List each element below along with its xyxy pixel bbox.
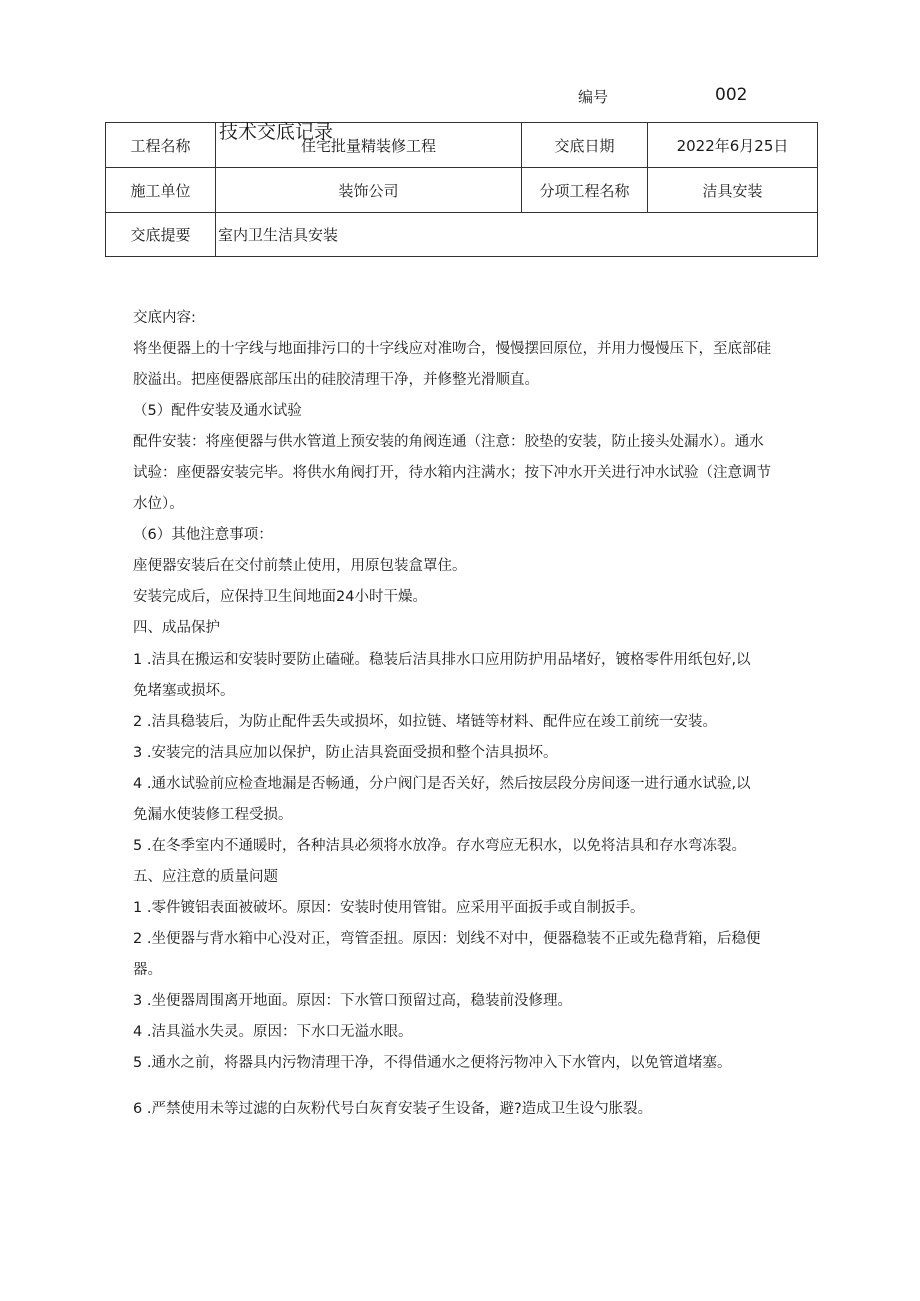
document-title: 技术交底记录 — [219, 121, 334, 143]
serial-value: 002 — [715, 85, 748, 105]
contractor-value: 装饰公司 — [216, 168, 522, 213]
date-value: 2022年6月25日 — [648, 123, 818, 168]
content-line: 3 .安装完的洁具应加以保护，防止洁具瓷面受损和整个洁具损坏。 — [133, 745, 558, 761]
section-heading: 四、成品保护 — [133, 620, 220, 636]
content-line: 2 .洁具稳装后，为防止配件丢失或损坏，如拉链、堵链等材料、配件应在竣工前统一安装。 — [133, 714, 717, 730]
content-line: 5 .通水之前，将器具内污物清理干净，不得借通水之便将污物冲入下水管内，以免管道堵塞。 — [133, 1055, 732, 1071]
section-heading: （6）其他注意事项： — [133, 527, 273, 543]
content-line: 胶溢出。把座便器底部压出的硅胶清理干净，并修整光滑顺直。 — [133, 372, 539, 388]
content-line: 免漏水使装修工程受损。 — [133, 807, 293, 823]
project-name-value: 住宅批量精装修工程 — [216, 123, 522, 168]
content-line: 1 .洁具在搬运和安装时要防止磕碰。稳装后洁具排水口应用防护用品堵好，镀格零件用纸包好,以 — [133, 652, 751, 668]
summary-label: 交底提要 — [106, 213, 216, 257]
content-line: 6 .严禁使用未等过滤的白灰粉代号白灰育安装孑生设备，避?造成卫生设勺胀裂。 — [133, 1101, 653, 1117]
section-heading: 五、应注意的质量问题 — [133, 869, 278, 885]
content-line: 1 .零件镀铝表面被破坏。原因：安装时使用管钳。应采用平面扳手或自制扳手。 — [133, 900, 645, 916]
content-line: 将坐便器上的十字线与地面排污口的十字线应对准吻合，慢慢摆回原位，并用力慢慢压下，至底部硅 — [133, 341, 771, 357]
contractor-label: 施工单位 — [106, 168, 216, 213]
project-name-label: 工程名称 — [106, 123, 216, 168]
content-line: 器。 — [133, 962, 162, 978]
content-line: 2 .坐便器与背水箱中心没对正，弯管歪扭。原因：划线不对中，便器稳装不正或先稳背箱，后稳便 — [133, 931, 761, 947]
content-line: 免堵塞或损坏。 — [133, 683, 235, 699]
content-line: 3 .坐便器周围离开地面。原因：下水管口预留过高，稳装前没修理。 — [133, 993, 572, 1009]
info-table — [105, 122, 818, 257]
content-line: 试验：座便器安装完毕。将供水角阀打开，待水箱内注满水；按下冲水开关进行冲水试验（注意调节 — [133, 465, 771, 481]
content-line: 水位）。 — [133, 496, 184, 512]
content-line: 配件安装：将座便器与供水管道上预安装的角阀连通（注意：胶垫的安装，防止接头处漏水）。通水 — [133, 434, 764, 450]
summary-value: 室内卫生洁具安装 — [216, 213, 818, 257]
serial-label: 编号 — [578, 88, 609, 106]
content-line: 5 .在冬季室内不通暖时，各种洁具必须将水放净。存水弯应无积水，以免将洁具和存水弯冻裂。 — [133, 838, 746, 854]
subitem-label: 分项工程名称 — [522, 168, 648, 213]
subitem-value: 洁具安装 — [648, 168, 818, 213]
date-label: 交底日期 — [522, 123, 648, 168]
content-line: 安装完成后，应保持卫生间地面24小时干燥。 — [133, 589, 427, 605]
section-heading: （5）配件安装及通水试验 — [133, 403, 302, 419]
content-heading: 交底内容: — [133, 310, 196, 326]
content-line: 座便器安装后在交付前禁止使用，用原包装盒罩住。 — [133, 558, 467, 574]
content-line: 4 .通水试验前应检查地漏是否畅通，分户阀门是否关好，然后按层段分房间逐一进行通水试验,以 — [133, 776, 751, 792]
content-line: 4 .洁具溢水失灵。原因：下水口无溢水眼。 — [133, 1024, 413, 1040]
